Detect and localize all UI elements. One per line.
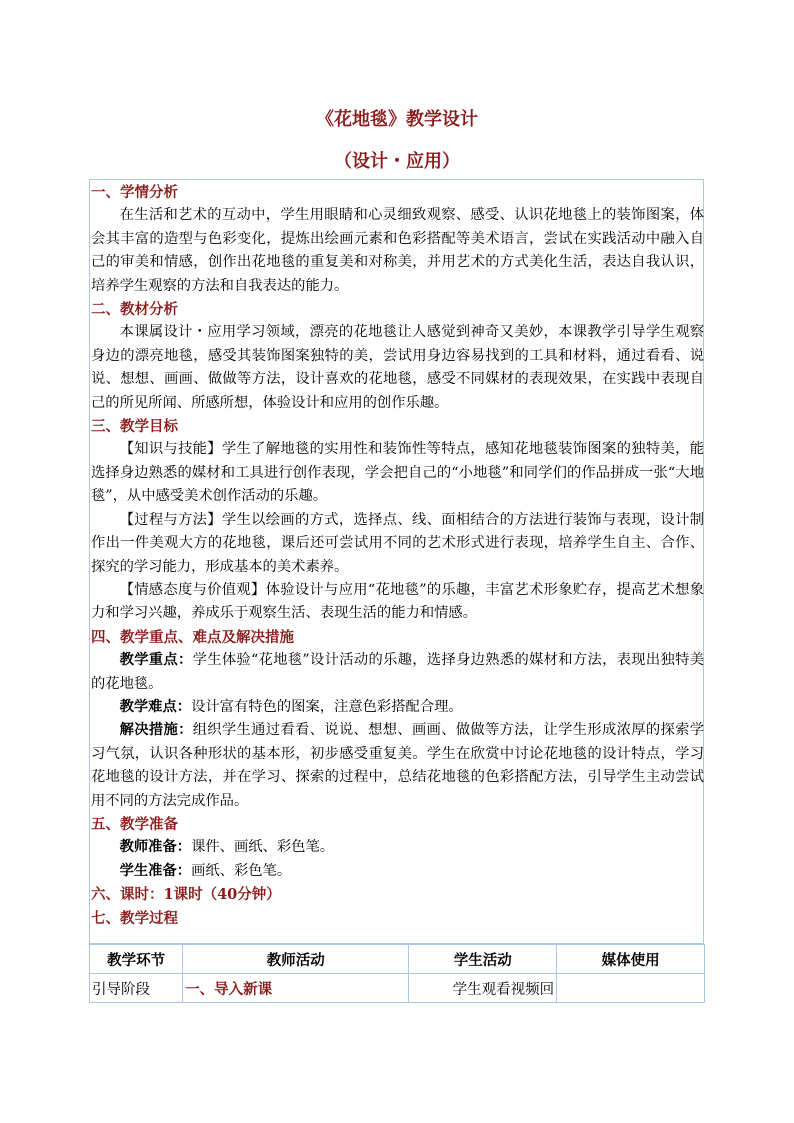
cell-student-activity: 学生观看视频回	[409, 974, 557, 1003]
goal-knowledge: 【知识与技能】学生了解地毯的实用性和装饰性等特点，感知花地毯装饰图案的独特美，能选择身边熟悉的媒材和工具进行创作表现，学会把自己的“小地毯”和同学们的作品拼成一张“大地毯”，从中感受美术创作活动的乐趣。	[91, 441, 704, 505]
document-body	[91, 181, 704, 930]
section-heading-1: 一、学情分析	[91, 184, 178, 201]
table-row	[90, 974, 705, 1003]
class-hours-label: 六、课时：	[91, 886, 164, 904]
difficult-point-text: 设计富有特色的图案，注意色彩搭配合理。	[191, 698, 463, 715]
document-title: 《花地毯》教学设计	[316, 109, 478, 130]
teaching-process-table	[89, 944, 705, 1003]
student-prep-text: 画纸、彩色笔。	[191, 862, 292, 879]
solution	[91, 719, 704, 813]
table-header-row	[90, 945, 705, 974]
student-prep	[91, 860, 704, 883]
goal-emotion: 【情感态度与价值观】体验设计与应用“花地毯”的乐趣，丰富艺术形象贮存，提高艺术想象力和学习兴趣，养成乐于观察生活、表现生活的能力和情感。	[91, 581, 704, 622]
cell-teacher-activity: 一、导入新课	[183, 974, 409, 1003]
header-stage: 教学环节	[90, 945, 183, 974]
section-heading-4: 四、教学重点、难点及解决措施	[91, 628, 294, 646]
solution-label: 解决措施：	[119, 722, 193, 739]
section-heading-3: 三、教学目标	[91, 418, 178, 436]
header-student-activity: 学生活动	[409, 945, 557, 974]
student-prep-label: 学生准备：	[119, 862, 192, 879]
cell-media	[557, 974, 705, 1003]
document-subtitle: （设计・应用）	[334, 151, 460, 172]
section-heading-7: 七、教学过程	[91, 909, 178, 927]
difficult-point-label: 教学难点：	[119, 698, 192, 715]
key-point-label: 教学重点：	[119, 652, 193, 669]
class-hours-value: 1课时（40分钟）	[163, 886, 281, 904]
cell-stage: 引导阶段	[90, 974, 183, 1003]
header-teacher-activity: 教师活动	[183, 945, 409, 974]
header-media: 媒体使用	[557, 945, 705, 974]
goal-process: 【过程与方法】学生以绘画的方式，选择点、线、面相结合的方法进行装饰与表现，设计制作出一件美观大方的花地毯，课后还可尝试用不同的艺术形式进行表现，培养学生自主、合作、探究的学习能力，形成基本的美术素养。	[91, 511, 704, 575]
section-heading-5: 五、教学准备	[91, 815, 178, 833]
section-heading-2: 二、教材分析	[91, 301, 178, 319]
teacher-prep	[91, 836, 704, 859]
section-text-1: 在生活和艺术的互动中，学生用眼睛和心灵细致观察、感受、认识花地毯上的装饰图案，体会其丰富的造型与色彩变化，提炼出绘画元素和色彩搭配等美术语言，尝试在实践活动中融入自己的审美和情感，创作出花地毯的重复美和对称美，并用艺术的方式美化生活，表达自我认识，培养学生观察的方法和自我表达的能力。	[91, 207, 704, 294]
key-point	[91, 649, 704, 696]
teacher-prep-label: 教师准备：	[119, 839, 192, 856]
solution-text: 组织学生通过看看、说说、想想、画画、做做等方法，让学生形成浓厚的探索学习气氛，认识各种形状的基本形，初步感受重复美。学生在欣赏中讨论花地毯的设计特点，学习花地毯的设计方法，并在学习、探索的过程中，总结花地毯的色彩搭配方法，引导学生主动尝试用不同的方法完成作品。	[91, 722, 704, 809]
difficult-point	[91, 696, 704, 719]
section-text-2: 本课属设计・应用学习领域，漂亮的花地毯让人感觉到神奇又美妙，本课教学引导学生观察身边的漂亮地毯，感受其装饰图案独特的美，尝试用身边容易找到的工具和材料，通过看看、说说、想想、画画、做做等方法，设计喜欢的花地毯，感受不同媒材的表现效果，在实践中表现自己的所见所闻、所感所想，体验设计和应用的创作乐趣。	[91, 324, 704, 411]
section-heading-6	[91, 883, 704, 906]
teacher-prep-text: 课件、画纸、彩色笔。	[191, 839, 335, 856]
key-point-text: 学生体验“花地毯”设计活动的乐趣，选择身边熟悉的媒材和方法，表现出独特美的花地毯。	[91, 652, 704, 692]
